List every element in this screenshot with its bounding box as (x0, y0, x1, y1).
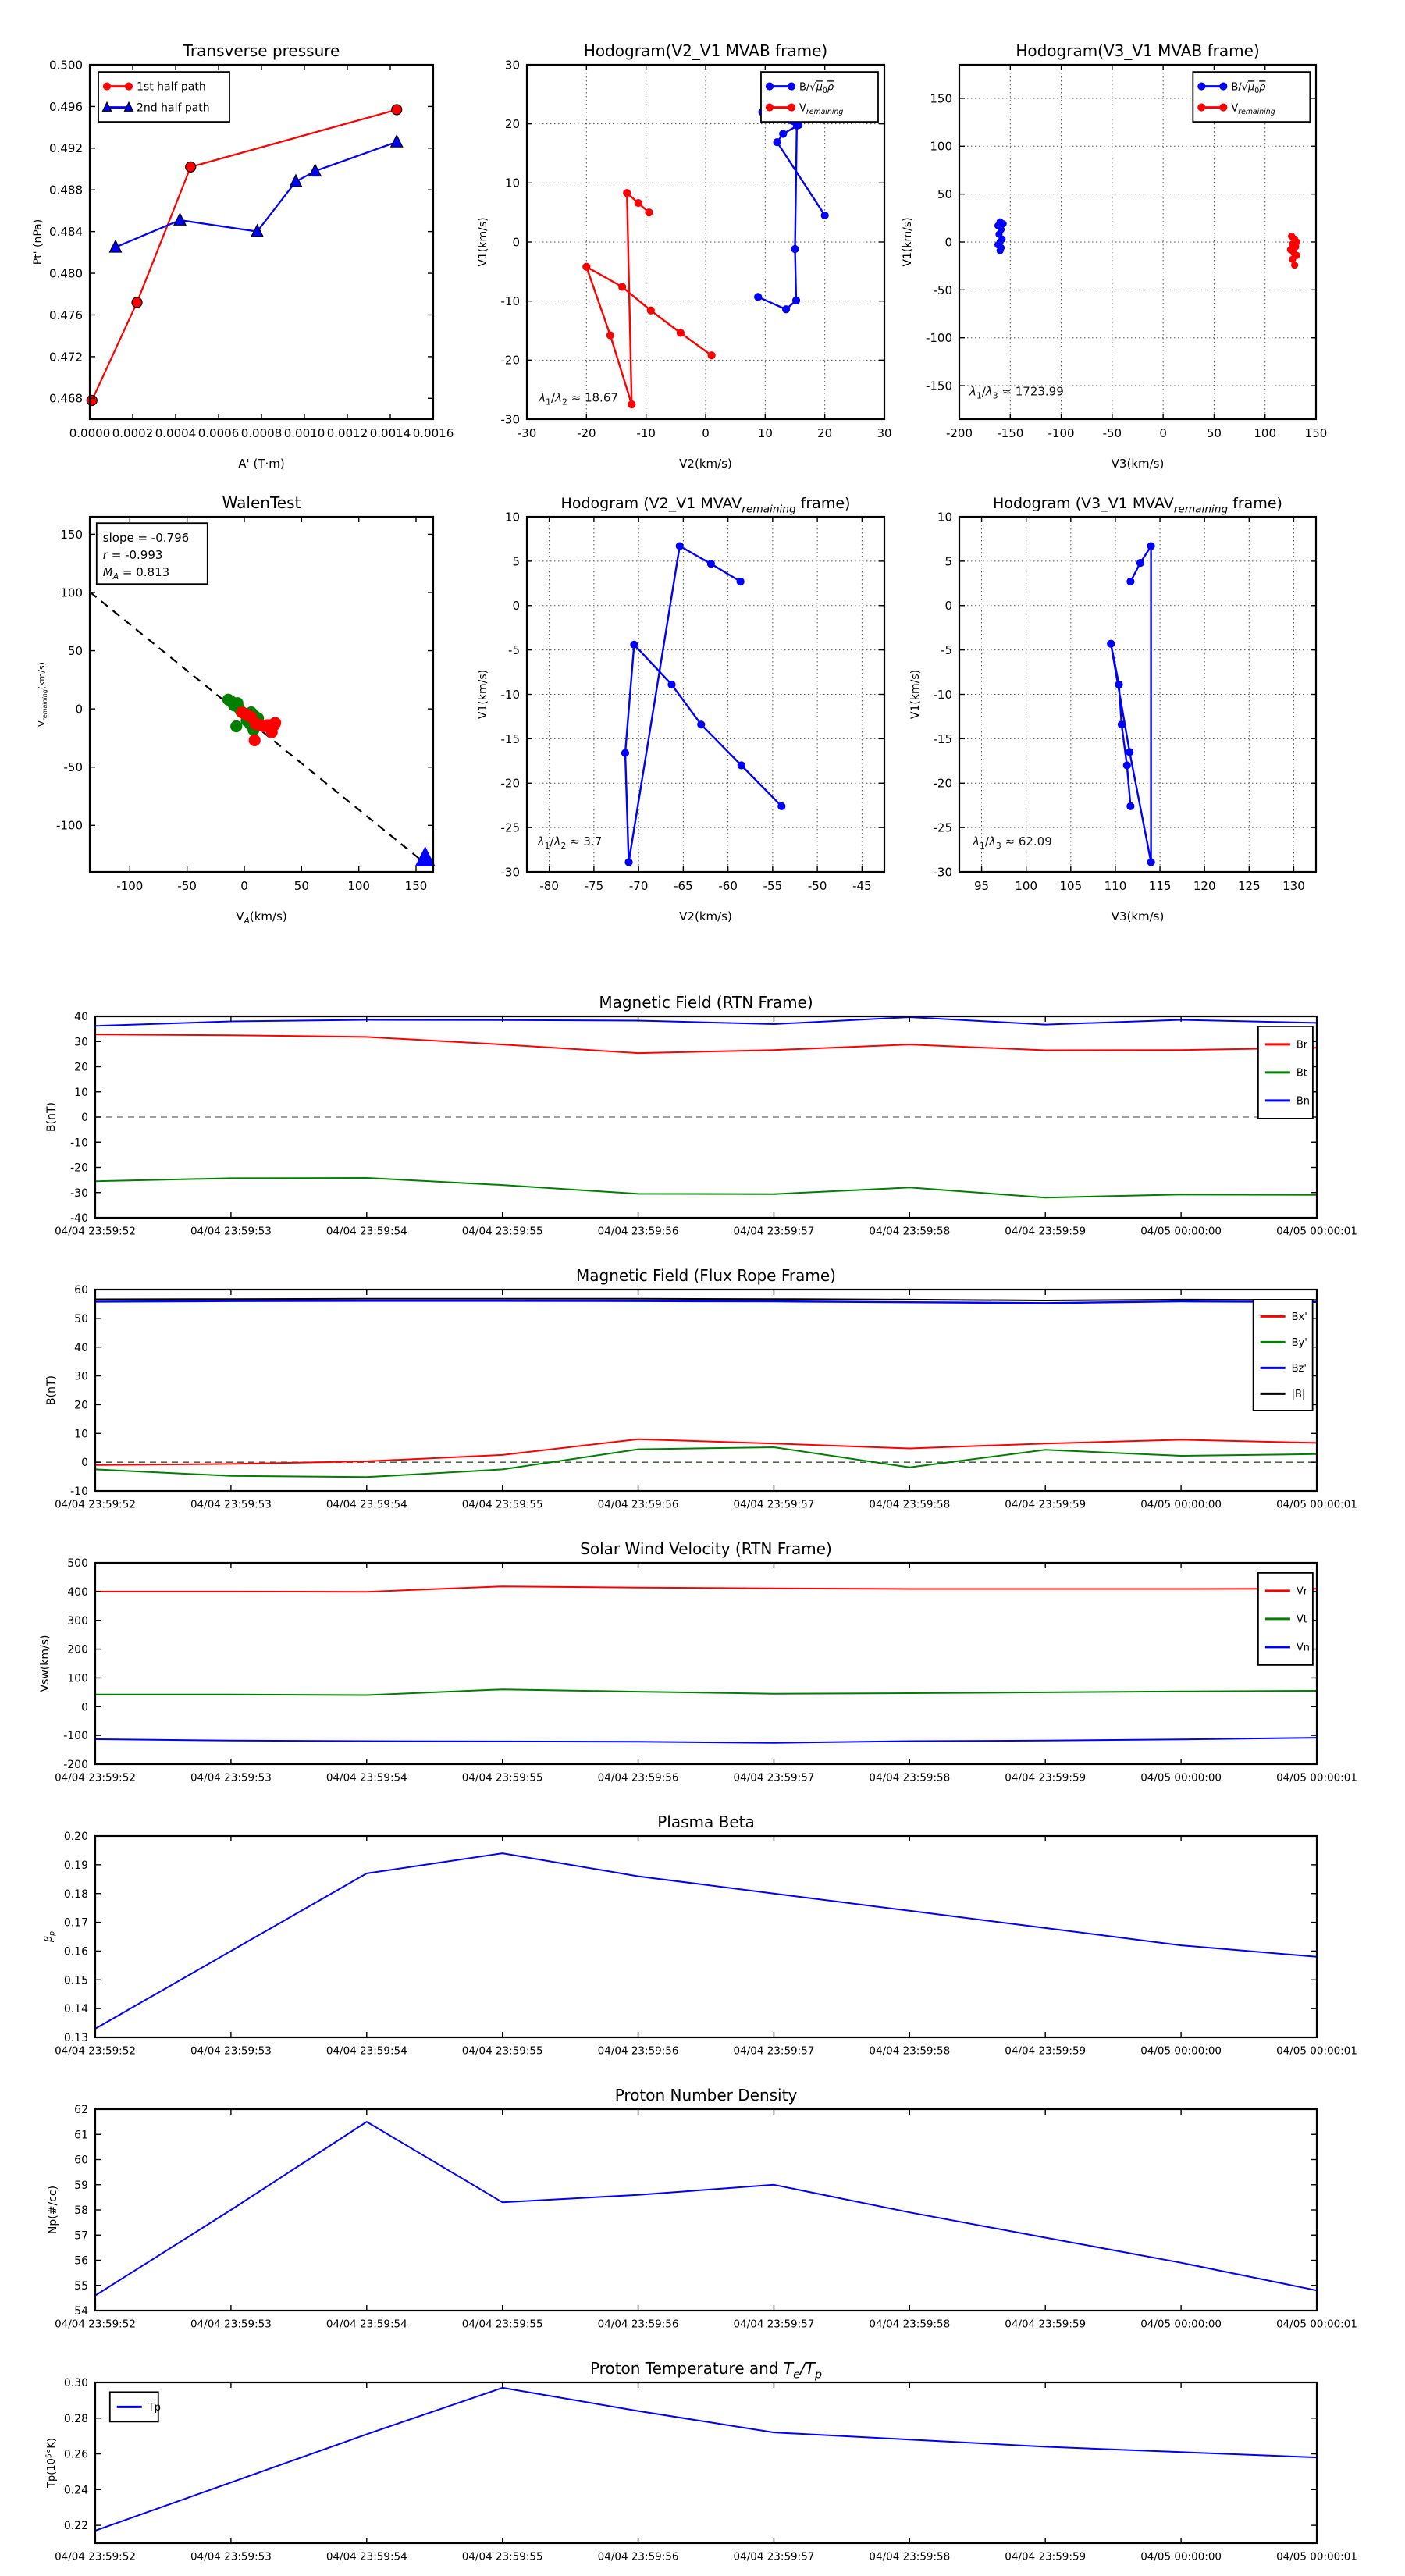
svg-text:Magnetic Field (Flux Rope Fram: Magnetic Field (Flux Rope Frame) (576, 1266, 836, 1285)
svg-text:Proton Number Density: Proton Number Density (614, 2086, 798, 2105)
svg-text:Bt: Bt (1296, 1067, 1307, 1080)
svg-text:10: 10 (74, 1086, 88, 1099)
svg-text:04/04 23:59:55: 04/04 23:59:55 (461, 1225, 543, 1238)
svg-text:-40: -40 (70, 1212, 88, 1226)
svg-text:slope = -0.796: slope = -0.796 (102, 531, 190, 546)
svg-text:04/04 23:59:58: 04/04 23:59:58 (869, 2550, 951, 2564)
svg-text:-100: -100 (1048, 426, 1075, 440)
svg-text:04/04 23:59:54: 04/04 23:59:54 (325, 1498, 407, 1511)
svg-text:20: 20 (504, 117, 520, 132)
svg-text:0.0016: 0.0016 (412, 426, 454, 440)
svg-text:57: 57 (74, 2229, 88, 2243)
svg-text:0.13: 0.13 (63, 2032, 88, 2045)
svg-text:r = -0.993: r = -0.993 (102, 548, 163, 563)
svg-text:0.0006: 0.0006 (197, 426, 240, 440)
svg-text:04/04 23:59:52: 04/04 23:59:52 (55, 1771, 136, 1784)
svg-text:-10: -10 (70, 1485, 88, 1499)
svg-text:λ1/λ2 ≈ 3.7: $\lambda_1/\lambda_2 \approx 3.7$ (537, 834, 603, 852)
svg-text:50: 50 (1206, 426, 1222, 440)
svg-text:10: 10 (937, 510, 952, 525)
svg-text:04/04 23:59:58: 04/04 23:59:58 (869, 1498, 951, 1511)
svg-text:04/05 00:00:00: 04/05 00:00:00 (1140, 1771, 1222, 1784)
svg-text:200: 200 (67, 1643, 88, 1656)
svg-text:110: 110 (1104, 879, 1127, 893)
svg-text:04/04 23:59:57: 04/04 23:59:57 (733, 1225, 815, 1238)
svg-text:04/05 00:00:01: 04/05 00:00:01 (1276, 1771, 1357, 1784)
plot-magnetic-field-rtn (45, 993, 1357, 1238)
svg-text:04/04 23:59:59: 04/04 23:59:59 (1005, 1771, 1087, 1784)
svg-text:-10: -10 (933, 687, 952, 702)
plot-hodogram-v3v1-mvav (909, 495, 1316, 923)
svg-text:40: 40 (74, 1341, 88, 1354)
svg-text:50: 50 (937, 187, 952, 202)
svg-text:95: 95 (974, 879, 990, 893)
svg-text:Vsw(km/s): Vsw(km/s) (39, 1635, 52, 1692)
svg-text:0.28: 0.28 (63, 2412, 88, 2425)
svg-text:04/05 00:00:01: 04/05 00:00:01 (1276, 2318, 1357, 2331)
svg-text:300: 300 (67, 1614, 88, 1628)
svg-text:-10: -10 (500, 294, 520, 309)
svg-text:30: 30 (74, 1036, 88, 1049)
svg-text:0.15: 0.15 (63, 1974, 88, 1987)
svg-text:V3(km/s): V3(km/s) (1111, 909, 1165, 923)
svg-text:04/04 23:59:53: 04/04 23:59:53 (190, 1771, 272, 1784)
svg-text:-100: -100 (925, 331, 952, 346)
svg-text:150: 150 (60, 527, 83, 542)
svg-text:10: 10 (504, 510, 520, 525)
svg-text:500: 500 (67, 1557, 88, 1571)
svg-text:100: 100 (60, 585, 83, 600)
svg-text:Br: Br (1296, 1039, 1308, 1051)
svg-text:0: 0 (75, 702, 83, 717)
svg-text:62: 62 (74, 2104, 88, 2117)
svg-text:Vremaining(km/s): $V_{remaining}(km/s)$ (37, 662, 49, 727)
svg-text:04/04 23:59:56: 04/04 23:59:56 (597, 1498, 679, 1511)
svg-text:04/04 23:59:56: 04/04 23:59:56 (597, 1225, 679, 1238)
svg-text:04/04 23:59:57: 04/04 23:59:57 (733, 2550, 815, 2564)
svg-text:04/04 23:59:57: 04/04 23:59:57 (733, 1771, 815, 1784)
svg-text:30: 30 (504, 58, 520, 73)
svg-text:0.0014: 0.0014 (369, 426, 411, 440)
svg-text:0.496: 0.496 (49, 99, 83, 114)
svg-text:0.18: 0.18 (63, 1888, 88, 1901)
svg-text:04/04 23:59:53: 04/04 23:59:53 (190, 1498, 272, 1511)
svg-text:V1(km/s): V1(km/s) (477, 217, 489, 267)
svg-text:04/04 23:59:59: 04/04 23:59:59 (1005, 2550, 1087, 2564)
svg-text:04/05 00:00:00: 04/05 00:00:00 (1140, 2550, 1222, 2564)
svg-text:0.20: 0.20 (63, 1831, 88, 1844)
svg-text:0: 0 (1159, 426, 1167, 440)
svg-text:-50: -50 (807, 879, 827, 893)
svg-text:|B|: |B| (1291, 1389, 1306, 1401)
svg-text:150: 150 (404, 879, 428, 893)
svg-text:04/04 23:59:59: 04/04 23:59:59 (1005, 2318, 1087, 2331)
svg-text:Transverse pressure: Transverse pressure (183, 41, 340, 60)
plot-hodogram-v2v1-mvab (477, 41, 892, 471)
svg-text:Plasma Beta: Plasma Beta (657, 1813, 755, 1831)
svg-text:-150: -150 (925, 379, 952, 393)
svg-text:VA(km/s): $V_A(km/s)$ (236, 909, 287, 927)
svg-text:B(nT): B(nT) (45, 1375, 58, 1405)
plot-proton-temperature (44, 2359, 1357, 2564)
svg-text:04/05 00:00:01: 04/05 00:00:01 (1276, 1498, 1357, 1511)
svg-text:Vr: Vr (1296, 1585, 1308, 1598)
svg-text:0.22: 0.22 (63, 2520, 88, 2533)
svg-text:0.476: 0.476 (49, 308, 83, 322)
svg-text:04/04 23:59:57: 04/04 23:59:57 (733, 2318, 815, 2331)
svg-text:Bz': Bz' (1291, 1363, 1307, 1375)
svg-text:04/05 00:00:01: 04/05 00:00:01 (1276, 2044, 1357, 2058)
svg-text:-10: -10 (500, 687, 520, 702)
svg-text:-15: -15 (933, 731, 952, 746)
svg-text:0.26: 0.26 (63, 2448, 88, 2461)
svg-text:54: 54 (74, 2305, 88, 2318)
svg-text:04/05 00:00:00: 04/05 00:00:00 (1140, 2318, 1222, 2331)
svg-text:59: 59 (74, 2179, 88, 2192)
svg-text:0: 0 (240, 879, 248, 893)
svg-text:Bn: Bn (1296, 1095, 1311, 1108)
svg-text:-30: -30 (933, 865, 952, 880)
svg-text:0: 0 (702, 426, 710, 440)
svg-text:Bx': Bx' (1291, 1311, 1307, 1324)
svg-text:04/04 23:59:56: 04/04 23:59:56 (597, 2318, 679, 2331)
svg-text:WalenTest: WalenTest (222, 493, 301, 512)
svg-text:150: 150 (1304, 426, 1328, 440)
svg-text:Hodogram(V3_V1 MVAB frame): Hodogram(V3_V1 MVAB frame) (1016, 41, 1260, 60)
svg-text:04/04 23:59:59: 04/04 23:59:59 (1005, 1225, 1087, 1238)
svg-text:04/04 23:59:58: 04/04 23:59:58 (869, 1225, 951, 1238)
svg-text:20: 20 (74, 1061, 88, 1074)
svg-text:Tp: Tp (148, 2402, 161, 2414)
svg-text:04/04 23:59:54: 04/04 23:59:54 (325, 2044, 407, 2058)
svg-text:20: 20 (817, 426, 833, 440)
svg-text:0.480: 0.480 (49, 266, 83, 281)
svg-text:V1(km/s): V1(km/s) (902, 217, 914, 267)
svg-text:115: 115 (1148, 879, 1172, 893)
svg-text:Pt' (nPa): Pt' (nPa) (32, 219, 44, 265)
svg-text:0: 0 (944, 235, 952, 250)
svg-text:-150: -150 (997, 426, 1024, 440)
svg-text:56: 56 (74, 2254, 88, 2268)
svg-text:10: 10 (74, 1428, 88, 1441)
svg-text:60: 60 (74, 1284, 88, 1297)
svg-text:04/04 23:59:57: 04/04 23:59:57 (733, 1498, 815, 1511)
svg-text:-45: -45 (852, 879, 872, 893)
svg-text:04/04 23:59:52: 04/04 23:59:52 (55, 2318, 136, 2331)
svg-text:20: 20 (74, 1399, 88, 1412)
svg-text:0.468: 0.468 (49, 391, 83, 406)
svg-text:04/04 23:59:52: 04/04 23:59:52 (55, 1225, 136, 1238)
svg-text:100: 100 (930, 139, 952, 154)
svg-text:-30: -30 (70, 1187, 88, 1200)
svg-text:58: 58 (74, 2204, 88, 2218)
svg-text:B/√μ0ρ: $B/√\mu_0\rho$ (799, 81, 834, 95)
svg-text:-30: -30 (500, 412, 520, 427)
svg-text:0.19: 0.19 (63, 1859, 88, 1872)
svg-text:λ1/λ3 ≈ 1723.99: $\lambda_1/\lambda_3 \approx 1723.99$ (969, 384, 1064, 401)
svg-text:04/04 23:59:56: 04/04 23:59:56 (597, 2044, 679, 2058)
plot-plasma-beta (43, 1813, 1357, 2058)
plot-magnetic-field-flux-rope (45, 1266, 1357, 1511)
svg-text:04/04 23:59:55: 04/04 23:59:55 (461, 2550, 543, 2564)
svg-text:By': By' (1291, 1337, 1307, 1350)
svg-text:130: 130 (1282, 879, 1305, 893)
svg-text:V3(km/s): V3(km/s) (1111, 457, 1165, 471)
svg-text:λ1/λ2 ≈ 18.67: $\lambda_1/\lambda_2 \approx 18.67$ (539, 390, 618, 407)
svg-text:50: 50 (74, 1312, 88, 1325)
svg-text:04/04 23:59:52: 04/04 23:59:52 (55, 2044, 136, 2058)
svg-text:04/04 23:59:54: 04/04 23:59:54 (325, 1771, 407, 1784)
svg-text:400: 400 (67, 1585, 88, 1599)
svg-text:04/04 23:59:52: 04/04 23:59:52 (55, 2550, 136, 2564)
svg-text:0.492: 0.492 (49, 141, 83, 156)
svg-text:-50: -50 (63, 760, 83, 775)
svg-text:Tp(105°K): $Tp(10^5^\circ K)$ (44, 2438, 58, 2488)
svg-text:04/04 23:59:54: 04/04 23:59:54 (325, 2550, 407, 2564)
svg-text:MA = 0.813: $M_A = 0.813$ (102, 565, 170, 582)
svg-text:-100: -100 (55, 818, 83, 833)
svg-text:04/04 23:59:54: 04/04 23:59:54 (325, 1225, 407, 1238)
svg-text:100: 100 (347, 879, 370, 893)
svg-text:Hodogram (V3_V1 MVAVremaining: Hodogram (V3_V1 $MVAV_{remaining}$ frame) (993, 495, 1282, 516)
svg-text:04/05 00:00:00: 04/05 00:00:00 (1140, 2044, 1222, 2058)
svg-text:Hodogram (V2_V1 MVAVremaining: Hodogram (V2_V1 $MVAV_{remaining}$ frame) (560, 495, 851, 516)
plot-walen-test (37, 493, 435, 926)
svg-text:-55: -55 (763, 879, 783, 893)
plot-hodogram-v3v1-mvab (902, 41, 1327, 471)
svg-text:Vremaining: $V_{remaining}$ (1231, 102, 1275, 116)
svg-text:04/04 23:59:53: 04/04 23:59:53 (190, 2318, 272, 2331)
svg-text:40: 40 (74, 1011, 88, 1024)
svg-text:-20: -20 (500, 353, 520, 368)
svg-text:Solar Wind Velocity (RTN Frame: Solar Wind Velocity (RTN Frame) (580, 1539, 832, 1558)
svg-text:A' (T·m): A' (T·m) (238, 457, 285, 471)
svg-text:04/04 23:59:55: 04/04 23:59:55 (461, 1498, 543, 1511)
svg-text:04/04 23:59:59: 04/04 23:59:59 (1005, 1498, 1087, 1511)
svg-text:-25: -25 (500, 820, 520, 835)
svg-text:04/04 23:59:53: 04/04 23:59:53 (190, 2550, 272, 2564)
svg-text:0.16: 0.16 (63, 1945, 88, 1959)
svg-text:100: 100 (1015, 879, 1038, 893)
svg-text:βp: $\beta_p$ (43, 1930, 57, 1943)
svg-text:-70: -70 (628, 879, 649, 893)
svg-text:04/04 23:59:56: 04/04 23:59:56 (597, 2550, 679, 2564)
svg-text:λ1/λ3 ≈ 62.09: $\lambda_1/\lambda_3 \approx 62.09$ (973, 834, 1052, 852)
svg-text:-30: -30 (517, 426, 537, 440)
svg-text:0.0008: 0.0008 (240, 426, 283, 440)
svg-text:Proton Temperature and Te/Tp: Proton Temperature and $T_e/T_p$ (589, 2359, 823, 2382)
svg-text:V1(km/s): V1(km/s) (909, 669, 922, 720)
svg-text:Vremaining: $V_{remaining}$ (799, 102, 844, 116)
svg-text:30: 30 (877, 426, 892, 440)
svg-text:04/04 23:59:53: 04/04 23:59:53 (190, 1225, 272, 1238)
svg-text:55: 55 (74, 2279, 88, 2293)
svg-text:50: 50 (293, 879, 309, 893)
svg-text:04/04 23:59:58: 04/04 23:59:58 (869, 2044, 951, 2058)
svg-text:04/04 23:59:55: 04/04 23:59:55 (461, 1771, 543, 1784)
svg-text:-15: -15 (500, 731, 520, 746)
svg-text:-20: -20 (933, 776, 952, 791)
svg-text:0: 0 (944, 599, 952, 614)
svg-text:-25: -25 (933, 820, 952, 835)
svg-text:105: 105 (1059, 879, 1083, 893)
svg-text:61: 61 (74, 2129, 88, 2142)
svg-text:-50: -50 (933, 283, 952, 297)
svg-text:-10: -10 (70, 1137, 88, 1150)
plot-solar-wind-velocity-rtn (39, 1539, 1357, 1784)
svg-text:-200: -200 (63, 1759, 88, 1772)
svg-text:-60: -60 (718, 879, 738, 893)
svg-text:-50: -50 (1102, 426, 1122, 440)
svg-text:-80: -80 (539, 879, 559, 893)
svg-text:B(nT): B(nT) (45, 1102, 58, 1132)
svg-text:04/04 23:59:57: 04/04 23:59:57 (733, 2044, 815, 2058)
svg-text:150: 150 (930, 91, 952, 106)
svg-text:-20: -20 (577, 426, 596, 440)
svg-text:Np(#/cc): Np(#/cc) (47, 2185, 59, 2235)
plot-proton-number-density (47, 2086, 1357, 2331)
svg-text:100: 100 (67, 1672, 88, 1685)
svg-text:0.488: 0.488 (49, 183, 83, 197)
svg-text:5: 5 (512, 554, 520, 569)
svg-text:0: 0 (512, 599, 520, 614)
svg-text:0.472: 0.472 (49, 350, 83, 365)
svg-text:-20: -20 (500, 776, 520, 791)
svg-text:125: 125 (1237, 879, 1261, 893)
svg-text:B/√μ0ρ: $B/√\mu_0\rho$ (1231, 81, 1266, 95)
svg-text:10: 10 (504, 176, 520, 190)
svg-text:0.500: 0.500 (49, 58, 83, 73)
svg-text:Magnetic Field (RTN Frame): Magnetic Field (RTN Frame) (599, 993, 813, 1012)
svg-text:04/04 23:59:55: 04/04 23:59:55 (461, 2044, 543, 2058)
svg-text:30: 30 (74, 1370, 88, 1383)
svg-text:-75: -75 (584, 879, 604, 893)
svg-text:0.24: 0.24 (63, 2484, 88, 2497)
svg-text:04/04 23:59:56: 04/04 23:59:56 (597, 1771, 679, 1784)
svg-text:04/05 00:00:00: 04/05 00:00:00 (1140, 1225, 1222, 1238)
svg-text:04/04 23:59:58: 04/04 23:59:58 (869, 1771, 951, 1784)
plot-hodogram-v2v1-mvav (477, 495, 884, 923)
svg-text:0.17: 0.17 (63, 1916, 88, 1930)
svg-text:-200: -200 (945, 426, 973, 440)
svg-text:0.0012: 0.0012 (326, 426, 368, 440)
svg-text:-5: -5 (508, 643, 520, 658)
svg-text:04/05 00:00:01: 04/05 00:00:01 (1276, 2550, 1357, 2564)
svg-text:04/05 00:00:00: 04/05 00:00:00 (1140, 1498, 1222, 1511)
svg-text:0: 0 (81, 1112, 88, 1125)
svg-text:2nd half path: 2nd half path (137, 101, 210, 115)
svg-text:04/04 23:59:53: 04/04 23:59:53 (190, 2044, 272, 2058)
svg-text:120: 120 (1193, 879, 1216, 893)
svg-text:0.0010: 0.0010 (283, 426, 325, 440)
svg-text:-65: -65 (674, 879, 693, 893)
svg-text:V1(km/s): V1(km/s) (477, 669, 489, 720)
svg-text:Vt: Vt (1296, 1614, 1307, 1626)
svg-text:0.30: 0.30 (63, 2377, 88, 2390)
svg-text:-100: -100 (63, 1730, 88, 1743)
svg-text:0: 0 (81, 1457, 88, 1470)
svg-text:-30: -30 (500, 865, 520, 880)
svg-text:04/05 00:00:01: 04/05 00:00:01 (1276, 1225, 1357, 1238)
svg-text:100: 100 (1254, 426, 1277, 440)
svg-text:Vn: Vn (1296, 1642, 1311, 1654)
svg-text:0: 0 (512, 235, 520, 250)
svg-text:-100: -100 (116, 879, 144, 893)
svg-text:60: 60 (74, 2154, 88, 2167)
svg-text:04/04 23:59:58: 04/04 23:59:58 (869, 2318, 951, 2331)
svg-text:-20: -20 (70, 1162, 88, 1175)
svg-text:-50: -50 (177, 879, 197, 893)
svg-text:-10: -10 (636, 426, 656, 440)
svg-text:0.0004: 0.0004 (155, 426, 197, 440)
svg-text:-5: -5 (941, 643, 952, 658)
svg-text:50: 50 (67, 643, 83, 658)
svg-text:0: 0 (81, 1701, 88, 1714)
svg-text:04/04 23:59:52: 04/04 23:59:52 (55, 1498, 136, 1511)
svg-text:5: 5 (944, 554, 952, 569)
svg-text:0.0000: 0.0000 (69, 426, 111, 440)
svg-text:0.0002: 0.0002 (112, 426, 154, 440)
plot-transverse-pressure (32, 41, 454, 471)
svg-text:V2(km/s): V2(km/s) (679, 457, 732, 471)
svg-text:04/04 23:59:59: 04/04 23:59:59 (1005, 2044, 1087, 2058)
svg-text:04/04 23:59:54: 04/04 23:59:54 (325, 2318, 407, 2331)
svg-text:04/04 23:59:55: 04/04 23:59:55 (461, 2318, 543, 2331)
svg-text:0.484: 0.484 (49, 225, 83, 240)
svg-text:10: 10 (757, 426, 773, 440)
svg-text:1st half path: 1st half path (137, 80, 206, 94)
svg-text:0.14: 0.14 (63, 2003, 88, 2016)
svg-text:V2(km/s): V2(km/s) (679, 909, 732, 923)
svg-text:Hodogram(V2_V1 MVAB frame): Hodogram(V2_V1 MVAB frame) (583, 41, 828, 60)
